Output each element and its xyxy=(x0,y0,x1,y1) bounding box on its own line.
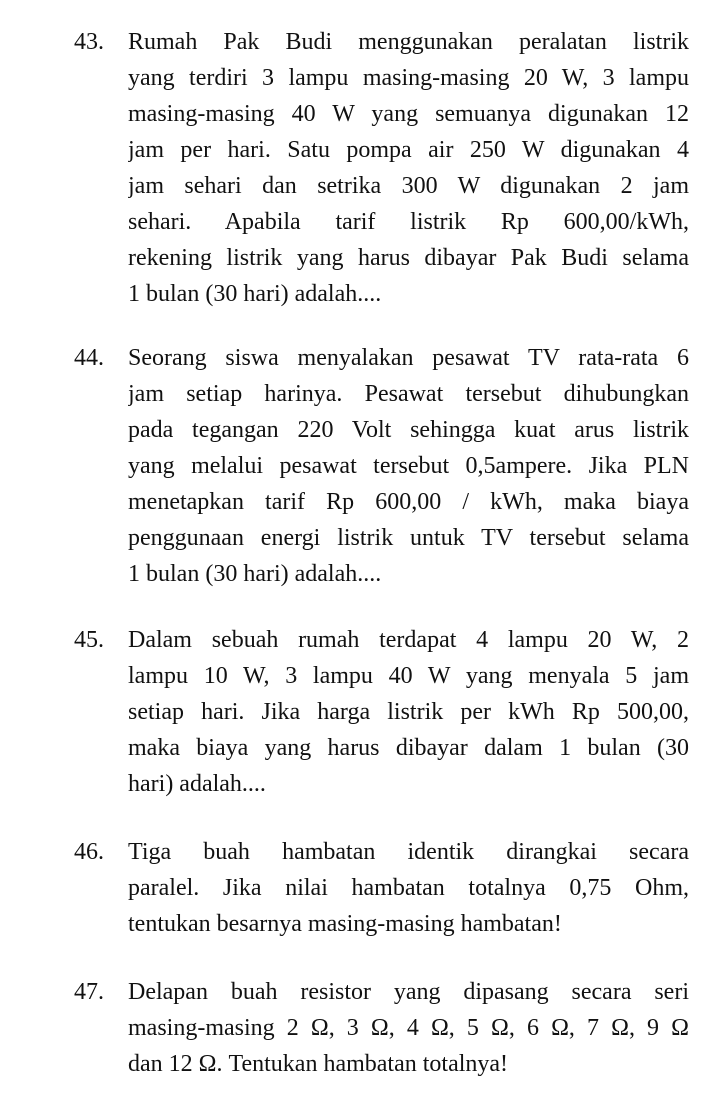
text-line: Seorang siswa menyalakan pesawat TV rata-rata 6 xyxy=(128,345,689,371)
question-number: 46. xyxy=(74,839,104,865)
text-line: Dalam sebuah rumah terdapat 4 lampu 20 W, 2 xyxy=(128,627,689,653)
text-line: hari) adalah.... xyxy=(128,771,266,797)
question-text xyxy=(128,974,689,1082)
text-line: yang melalui pesawat tersebut 0,5ampere. Jika PLN xyxy=(128,453,689,479)
text-line: masing-masing 40 W yang semuanya digunakan 12 xyxy=(128,101,689,127)
text-line: rekening listrik yang harus dibayar Pak Budi selama xyxy=(128,245,689,271)
question-number: 43. xyxy=(74,29,104,55)
question-number: 45. xyxy=(74,627,104,653)
text-line: 1 bulan (30 hari) adalah.... xyxy=(128,561,382,587)
question-number: 44. xyxy=(74,345,104,371)
text-line: setiap hari. Jika harga listrik per kWh Rp 500,00, xyxy=(128,699,689,725)
text-line: pada tegangan 220 Volt sehingga kuat arus listrik xyxy=(128,417,689,443)
question-text xyxy=(128,622,689,802)
text-line: menetapkan tarif Rp 600,00 / kWh, maka biaya xyxy=(128,489,689,515)
text-line: dan 12 Ω. Tentukan hambatan totalnya! xyxy=(128,1051,509,1077)
text-line: jam setiap harinya. Pesawat tersebut dihubungkan xyxy=(128,381,689,407)
text-line: sehari. Apabila tarif listrik Rp 600,00/kWh, xyxy=(128,209,689,235)
text-line: jam sehari dan setrika 300 W digunakan 2 jam xyxy=(128,173,689,199)
text-line: yang terdiri 3 lampu masing-masing 20 W, 3 lampu xyxy=(128,65,689,91)
text-line: maka biaya yang harus dibayar dalam 1 bulan (30 xyxy=(128,735,689,761)
question-number: 47. xyxy=(74,979,104,1005)
question-text xyxy=(128,340,689,592)
text-line: masing-masing 2 Ω, 3 Ω, 4 Ω, 5 Ω, 6 Ω, 7 Ω, 9 Ω xyxy=(128,1015,689,1041)
text-line: jam per hari. Satu pompa air 250 W digunakan 4 xyxy=(128,137,689,163)
question-text xyxy=(128,24,689,312)
text-line: penggunaan energi listrik untuk TV tersebut selama xyxy=(128,525,689,551)
text-line: Delapan buah resistor yang dipasang secara seri xyxy=(128,979,689,1005)
text-line: lampu 10 W, 3 lampu 40 W yang menyala 5 jam xyxy=(128,663,689,689)
text-line: Rumah Pak Budi menggunakan peralatan listrik xyxy=(128,29,689,55)
text-line: paralel. Jika nilai hambatan totalnya 0,75 Ohm, xyxy=(128,875,689,901)
text-line: Tiga buah hambatan identik dirangkai secara xyxy=(128,839,689,865)
text-line: 1 bulan (30 hari) adalah.... xyxy=(128,281,382,307)
question-text xyxy=(128,834,689,942)
text-line: tentukan besarnya masing-masing hambatan! xyxy=(128,911,562,937)
